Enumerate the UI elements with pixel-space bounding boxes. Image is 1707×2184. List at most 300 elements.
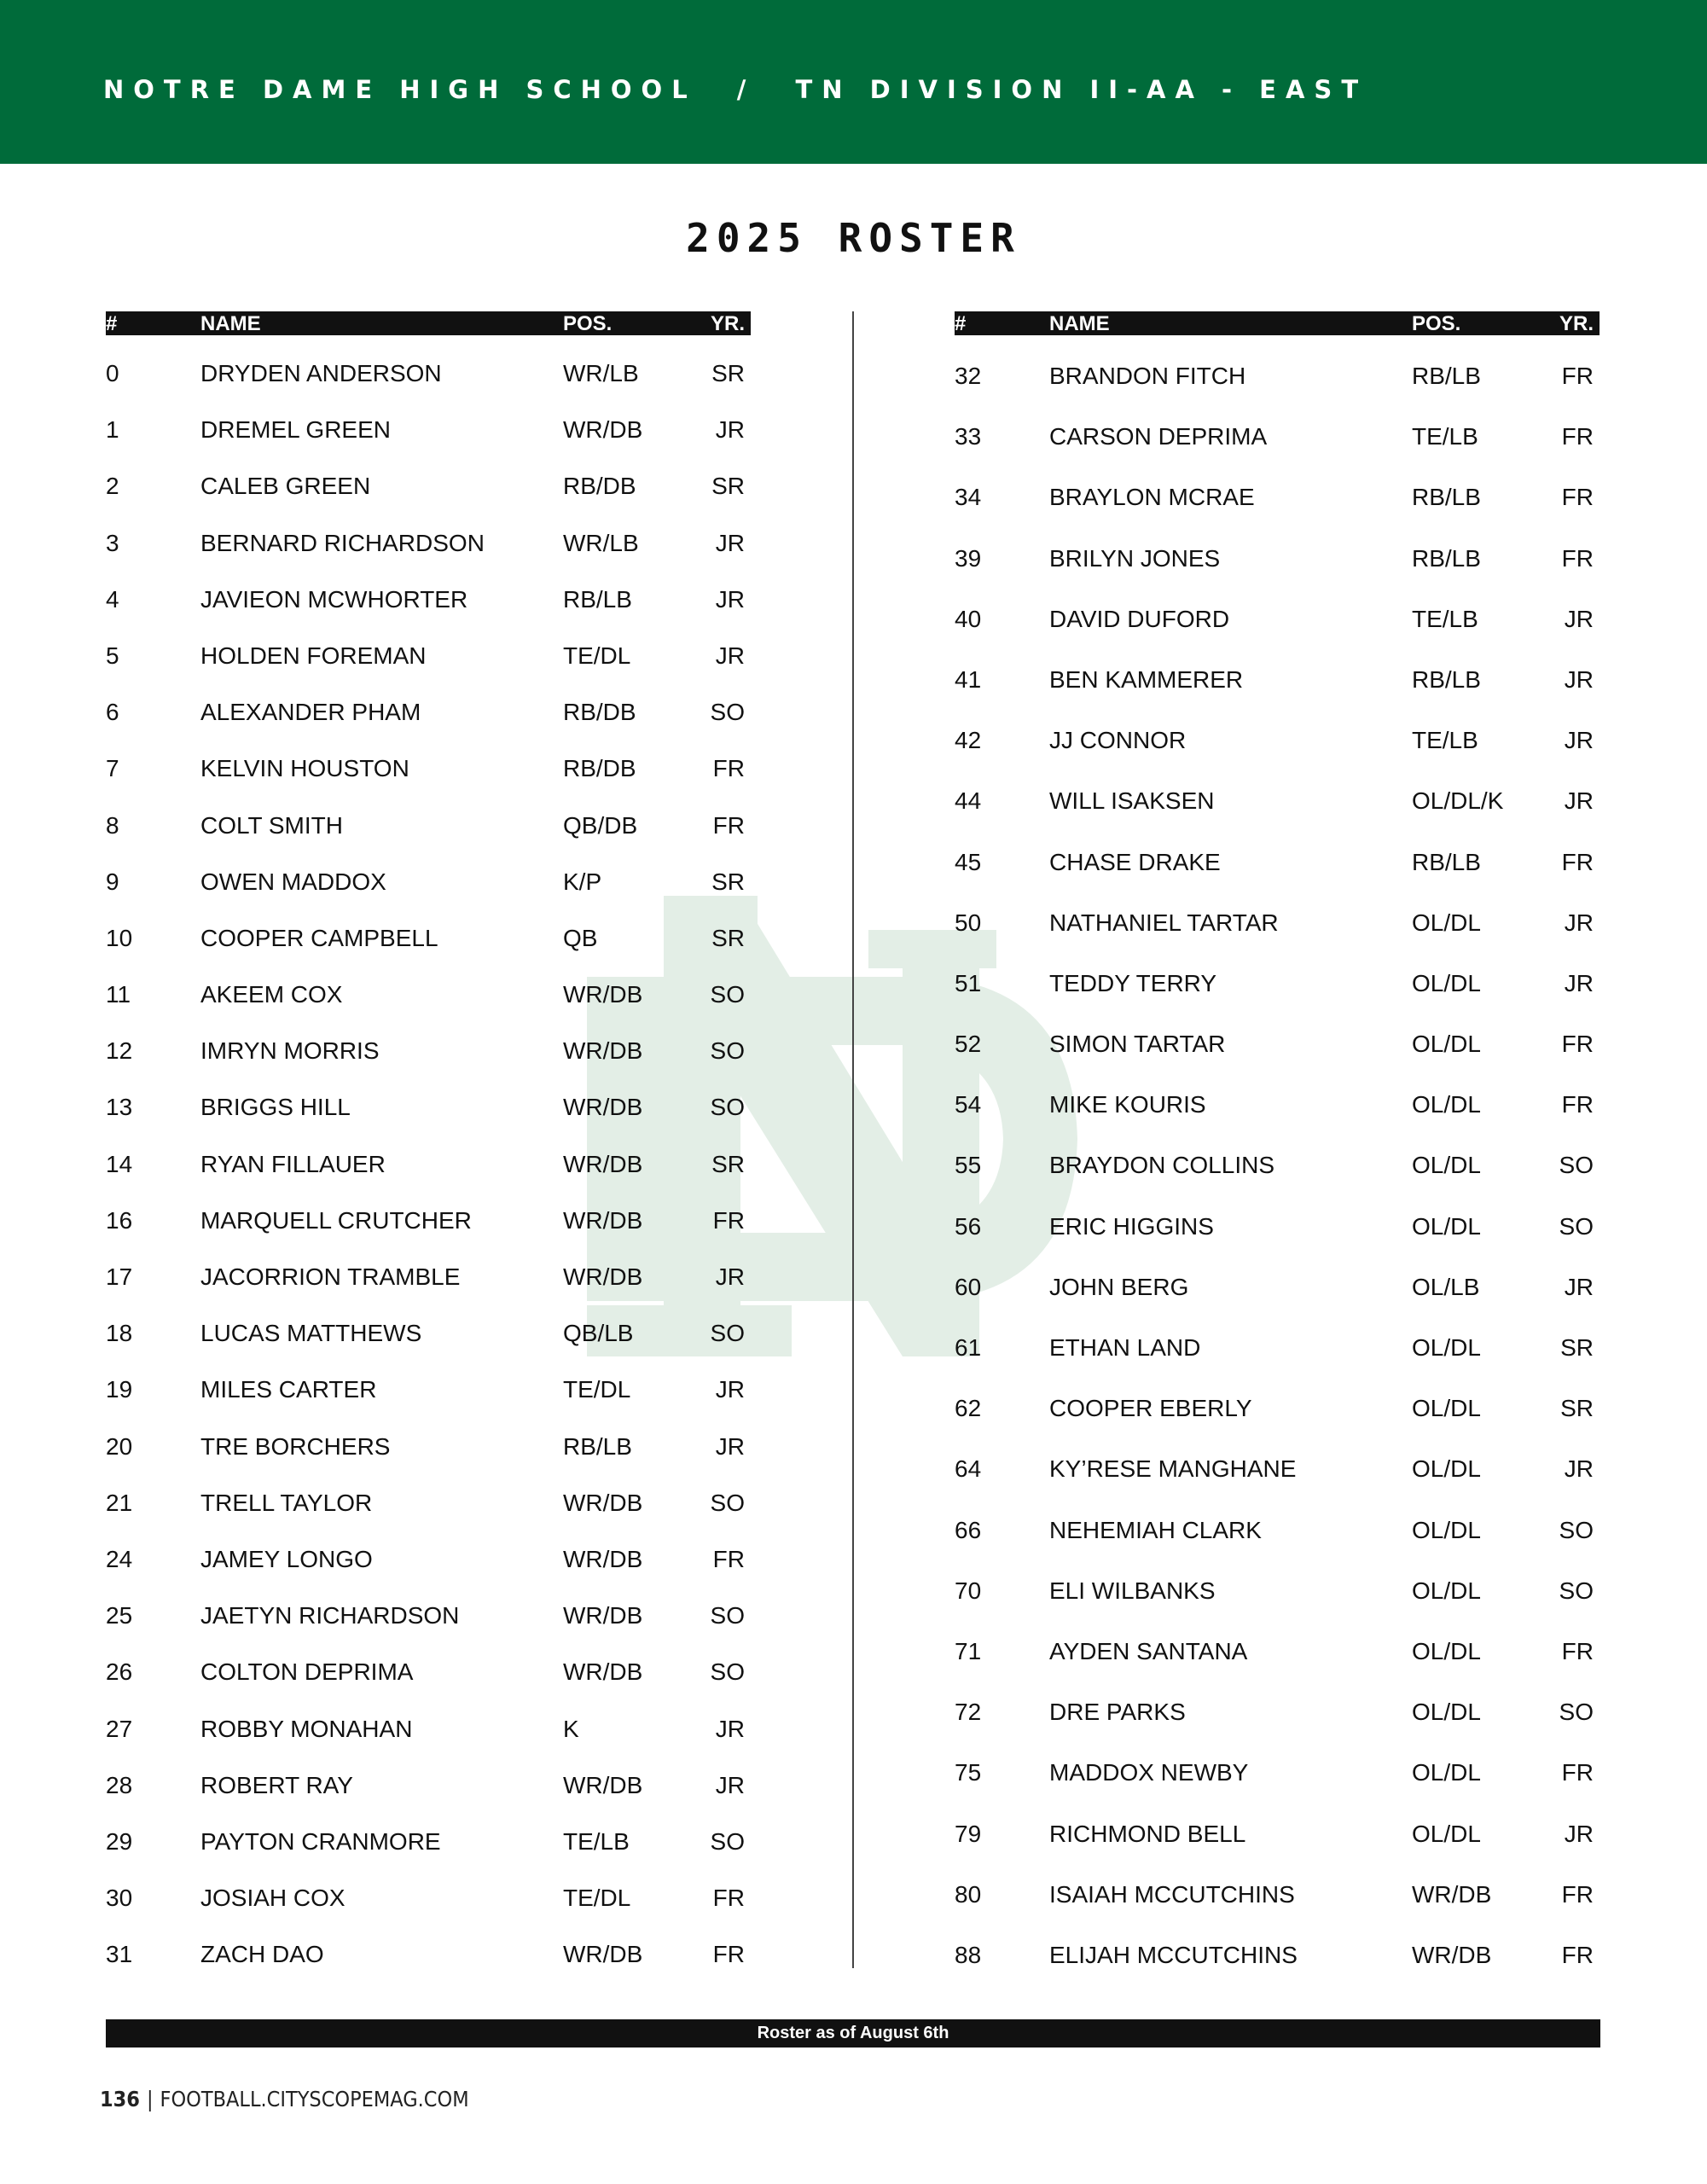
roster-row — [106, 1023, 751, 1079]
player-position: WR/DB — [563, 416, 643, 444]
header-position: POS. — [563, 312, 613, 335]
player-number: 1 — [106, 416, 119, 444]
roster-row — [106, 572, 751, 628]
player-name: AYDEN SANTANA — [1049, 1637, 1248, 1664]
page-footer — [100, 2087, 469, 2111]
roster-row — [955, 1742, 1600, 1803]
roster-row — [955, 1925, 1600, 1985]
player-number: 66 — [955, 1516, 982, 1543]
player-year: JR — [715, 1263, 745, 1290]
player-number: 72 — [955, 1699, 982, 1726]
player-number: 18 — [106, 1320, 133, 1347]
header-year: YR. — [710, 312, 745, 335]
player-name: BRAYLON MCRAE — [1049, 484, 1255, 511]
header-year: YR. — [1559, 312, 1594, 335]
player-position: RB/LB — [1412, 484, 1481, 511]
player-number: 19 — [106, 1376, 133, 1403]
player-number: 10 — [106, 924, 133, 951]
player-name: JACORRION TRAMBLE — [200, 1263, 461, 1290]
player-year: JR — [715, 1715, 745, 1742]
roster-row — [955, 1682, 1600, 1742]
player-name: ROBBY MONAHAN — [200, 1715, 413, 1742]
player-position: K — [563, 1715, 579, 1742]
column-divider — [852, 311, 854, 1968]
roster-row — [955, 1864, 1600, 1925]
player-year: FR — [712, 1885, 745, 1912]
player-position: WR/DB — [563, 1771, 643, 1798]
player-name: ROBERT RAY — [200, 1771, 353, 1798]
header-separator: / — [736, 75, 756, 104]
player-position: OL/DL — [1412, 1820, 1481, 1847]
player-position: WR/DB — [563, 1941, 643, 1968]
player-position: QB — [563, 924, 598, 951]
player-position: OL/DL — [1412, 1577, 1481, 1604]
player-number: 21 — [106, 1489, 133, 1516]
roster-row — [955, 832, 1600, 892]
player-position: WR/DB — [563, 1489, 643, 1516]
player-position: WR/LB — [563, 360, 639, 386]
player-number: 27 — [106, 1715, 133, 1742]
roster-rows-left — [106, 346, 751, 1983]
player-position: RB/LB — [1412, 544, 1481, 572]
player-name: LUCAS MATTHEWS — [200, 1320, 422, 1347]
player-year: FR — [1561, 363, 1594, 389]
player-year: FR — [1561, 423, 1594, 450]
player-number: 60 — [955, 1273, 982, 1300]
player-year: FR — [1561, 1941, 1594, 1968]
player-year: SO — [1559, 1577, 1594, 1604]
player-year: SO — [1559, 1699, 1594, 1726]
page-number: 136 — [100, 2087, 140, 2111]
roster-row — [955, 1317, 1600, 1378]
player-name: ELI WILBANKS — [1049, 1577, 1216, 1604]
player-number: 80 — [955, 1880, 982, 1908]
player-name: MARQUELL CRUTCHER — [200, 1206, 472, 1234]
player-number: 11 — [106, 981, 131, 1008]
roster-row — [106, 1870, 751, 1926]
player-name: KELVIN HOUSTON — [200, 755, 409, 782]
player-year: FR — [712, 1206, 745, 1234]
player-name: JOSIAH COX — [200, 1885, 345, 1912]
player-name: AKEEM COX — [200, 981, 343, 1008]
header-number: # — [106, 312, 118, 335]
player-number: 26 — [106, 1658, 133, 1686]
player-number: 17 — [106, 1263, 133, 1290]
player-position: TE/DL — [563, 1885, 631, 1912]
roster-row — [106, 1644, 751, 1700]
player-year: SR — [1560, 1334, 1594, 1361]
player-name: COOPER EBERLY — [1049, 1395, 1252, 1422]
player-position: RB/LB — [1412, 665, 1481, 693]
player-position: RB/DB — [563, 699, 636, 726]
player-number: 64 — [955, 1455, 982, 1483]
player-position: TE/DL — [563, 1376, 631, 1403]
roster-row — [955, 1560, 1600, 1621]
header-title — [103, 75, 1367, 104]
roster-row — [955, 589, 1600, 649]
player-name: BRAYDON COLLINS — [1049, 1152, 1274, 1179]
player-number: 25 — [106, 1602, 133, 1629]
player-name: JOHN BERG — [1049, 1273, 1189, 1300]
player-number: 28 — [106, 1771, 133, 1798]
player-name: MIKE KOURIS — [1049, 1091, 1206, 1118]
player-name: BEN KAMMERER — [1049, 665, 1244, 693]
player-year: FR — [712, 1941, 745, 1968]
player-year: FR — [1561, 1880, 1594, 1908]
player-position: WR/DB — [563, 1037, 643, 1065]
player-year: SO — [1559, 1212, 1594, 1240]
player-year: SO — [710, 1658, 745, 1686]
player-name: ZACH DAO — [200, 1941, 324, 1968]
player-name: CHASE DRAKE — [1049, 848, 1221, 875]
player-position: OL/DL — [1412, 969, 1481, 996]
player-year: FR — [1561, 848, 1594, 875]
player-position: WR/DB — [1412, 1880, 1492, 1908]
roster-row — [106, 1305, 751, 1362]
table-header — [955, 311, 1600, 335]
player-year: JR — [715, 1432, 745, 1460]
player-name: RYAN FILLAUER — [200, 1150, 386, 1177]
player-name: NEHEMIAH CLARK — [1049, 1516, 1262, 1543]
player-position: QB/LB — [563, 1320, 634, 1347]
roster-row — [955, 406, 1600, 467]
roster-row — [955, 1074, 1600, 1135]
school-name: NOTRE DAME HIGH SCHOOL — [103, 75, 697, 104]
player-position: WR/DB — [563, 1206, 643, 1234]
roster-row — [106, 1588, 751, 1644]
player-number: 45 — [955, 848, 982, 875]
player-name: HOLDEN FOREMAN — [200, 642, 427, 669]
player-position: WR/DB — [1412, 1941, 1492, 1968]
player-position: RB/DB — [563, 473, 636, 500]
player-number: 44 — [955, 787, 982, 815]
player-year: SO — [710, 1037, 745, 1065]
player-position: RB/LB — [563, 1432, 632, 1460]
player-number: 75 — [955, 1759, 982, 1786]
player-number: 8 — [106, 811, 119, 839]
roster-row — [106, 1926, 751, 1983]
player-number: 3 — [106, 529, 119, 556]
player-name: DRE PARKS — [1049, 1699, 1186, 1726]
player-number: 5 — [106, 642, 119, 669]
player-name: IMRYN MORRIS — [200, 1037, 380, 1065]
roster-row — [106, 346, 751, 402]
player-year: JR — [715, 642, 745, 669]
roster-note: Roster as of August 6th — [757, 2024, 949, 2042]
player-name: MILES CARTER — [200, 1376, 377, 1403]
player-position: OL/DL — [1412, 1334, 1481, 1361]
player-name: JAETYN RICHARDSON — [200, 1602, 460, 1629]
roster-row — [106, 741, 751, 797]
player-position: OL/DL — [1412, 1516, 1481, 1543]
player-name: ISAIAH MCCUTCHINS — [1049, 1880, 1295, 1908]
player-number: 51 — [955, 969, 982, 996]
player-number: 30 — [106, 1885, 133, 1912]
player-number: 24 — [106, 1545, 133, 1572]
player-number: 14 — [106, 1150, 133, 1177]
player-year: SO — [710, 981, 745, 1008]
player-name: COLTON DEPRIMA — [200, 1658, 414, 1686]
player-number: 29 — [106, 1827, 133, 1855]
roster-row — [955, 1621, 1600, 1682]
player-year: SO — [1559, 1152, 1594, 1179]
roster-row — [106, 1475, 751, 1531]
player-year: FR — [1561, 1637, 1594, 1664]
player-name: BRILYN JONES — [1049, 544, 1221, 572]
roster-row — [955, 467, 1600, 527]
player-position: RB/LB — [563, 585, 632, 613]
player-number: 40 — [955, 605, 982, 632]
player-position: TE/LB — [1412, 605, 1478, 632]
roster-row — [106, 458, 751, 514]
player-position: OL/DL/K — [1412, 787, 1504, 815]
page-title: 2025 ROSTER — [686, 215, 1021, 261]
player-position: OL/LB — [1412, 1273, 1480, 1300]
roster-row — [955, 770, 1600, 831]
player-name: PAYTON CRANMORE — [200, 1827, 441, 1855]
roster-row — [106, 1757, 751, 1814]
player-year: JR — [1564, 909, 1594, 936]
player-year: SO — [710, 1094, 745, 1121]
player-name: ERIC HIGGINS — [1049, 1212, 1214, 1240]
player-year: JR — [715, 416, 745, 444]
player-name: OWEN MADDOX — [200, 868, 386, 895]
player-number: 2 — [106, 473, 119, 500]
roster-row — [106, 1419, 751, 1475]
roster-row — [106, 1531, 751, 1588]
player-year: SO — [710, 1602, 745, 1629]
header-banner — [0, 0, 1707, 164]
header-name: NAME — [1049, 312, 1110, 335]
footer-site: FOOTBALL.CITYSCOPEMAG.COM — [160, 2087, 469, 2111]
player-year: FR — [1561, 1759, 1594, 1786]
player-name: JJ CONNOR — [1049, 727, 1187, 754]
roster-row — [955, 1257, 1600, 1317]
player-position: WR/DB — [563, 1094, 643, 1121]
player-name: DAVID DUFORD — [1049, 605, 1230, 632]
player-number: 6 — [106, 699, 119, 726]
player-number: 0 — [106, 360, 119, 386]
roster-row — [106, 515, 751, 572]
roster-row — [106, 967, 751, 1023]
player-number: 31 — [106, 1941, 133, 1968]
player-position: QB/DB — [563, 811, 638, 839]
player-year: FR — [1561, 544, 1594, 572]
roster-row — [106, 854, 751, 910]
player-position: OL/DL — [1412, 1699, 1481, 1726]
roster-row — [106, 1079, 751, 1136]
player-number: 55 — [955, 1152, 982, 1179]
player-position: OL/DL — [1412, 1212, 1481, 1240]
roster-row — [106, 628, 751, 684]
roster-row — [106, 1362, 751, 1418]
header-number: # — [955, 312, 967, 335]
player-name: CALEB GREEN — [200, 473, 371, 500]
roster-row — [955, 1804, 1600, 1864]
player-year: FR — [1561, 1031, 1594, 1058]
player-year: SO — [710, 699, 745, 726]
roster-row — [106, 910, 751, 967]
roster-row — [106, 1249, 751, 1305]
player-position: OL/DL — [1412, 1637, 1481, 1664]
table-header — [106, 311, 751, 335]
player-year: JR — [1564, 1455, 1594, 1483]
player-year: JR — [715, 1376, 745, 1403]
player-number: 16 — [106, 1206, 133, 1234]
roster-row — [955, 1135, 1600, 1195]
player-number: 34 — [955, 484, 982, 511]
player-position: RB/LB — [1412, 848, 1481, 875]
player-year: JR — [715, 585, 745, 613]
player-name: MADDOX NEWBY — [1049, 1759, 1249, 1786]
player-name: TRE BORCHERS — [200, 1432, 391, 1460]
player-name: ELIJAH MCCUTCHINS — [1049, 1941, 1298, 1968]
player-number: 12 — [106, 1037, 133, 1065]
roster-row — [106, 1136, 751, 1193]
roster-row — [955, 1014, 1600, 1074]
roster-rows-right — [955, 346, 1600, 1985]
roster-row — [106, 798, 751, 854]
player-name: JAVIEON MCWHORTER — [200, 585, 468, 613]
player-number: 52 — [955, 1031, 982, 1058]
player-number: 41 — [955, 665, 982, 693]
player-number: 62 — [955, 1395, 982, 1422]
roster-row — [955, 528, 1600, 589]
player-number: 79 — [955, 1820, 982, 1847]
player-year: JR — [1564, 1273, 1594, 1300]
player-position: TE/LB — [1412, 727, 1478, 754]
roster-table-right — [955, 311, 1600, 1985]
player-year: FR — [712, 755, 745, 782]
player-year: SO — [710, 1320, 745, 1347]
player-number: 9 — [106, 868, 119, 895]
player-position: WR/DB — [563, 1545, 643, 1572]
player-year: SR — [711, 1150, 745, 1177]
header-position: POS. — [1412, 312, 1461, 335]
roster-row — [955, 892, 1600, 953]
player-number: 61 — [955, 1334, 982, 1361]
player-year: FR — [712, 1545, 745, 1572]
player-number: 32 — [955, 363, 982, 389]
player-year: JR — [1564, 969, 1594, 996]
roster-row — [955, 346, 1600, 406]
player-year: SO — [710, 1489, 745, 1516]
player-number: 56 — [955, 1212, 982, 1240]
player-year: FR — [712, 811, 745, 839]
player-number: 4 — [106, 585, 119, 613]
player-number: 20 — [106, 1432, 133, 1460]
player-name: KY’RESE MANGHANE — [1049, 1455, 1297, 1483]
roster-table-left — [106, 311, 751, 1983]
player-year: JR — [715, 529, 745, 556]
player-year: SO — [710, 1827, 745, 1855]
player-name: BRANDON FITCH — [1049, 363, 1246, 389]
roster-row — [955, 1378, 1600, 1438]
player-name: COLT SMITH — [200, 811, 343, 839]
roster-row — [955, 953, 1600, 1014]
player-position: TE/LB — [1412, 423, 1478, 450]
player-name: JAMEY LONGO — [200, 1545, 373, 1572]
player-year: JR — [1564, 665, 1594, 693]
player-number: 33 — [955, 423, 982, 450]
player-name: TEDDY TERRY — [1049, 969, 1217, 996]
player-position: OL/DL — [1412, 1091, 1481, 1118]
player-year: SR — [711, 924, 745, 951]
player-name: ALEXANDER PHAM — [200, 699, 421, 726]
player-name: WILL ISAKSEN — [1049, 787, 1215, 815]
player-name: SIMON TARTAR — [1049, 1031, 1226, 1058]
player-name: DREMEL GREEN — [200, 416, 392, 444]
roster-row — [955, 1438, 1600, 1499]
player-number: 88 — [955, 1941, 982, 1968]
roster-note-bar — [106, 2019, 1600, 2048]
player-position: OL/DL — [1412, 1395, 1481, 1422]
roster-row — [106, 684, 751, 741]
player-number: 50 — [955, 909, 982, 936]
player-position: RB/LB — [1412, 363, 1481, 389]
player-position: WR/DB — [563, 981, 643, 1008]
player-position: OL/DL — [1412, 1031, 1481, 1058]
player-number: 39 — [955, 544, 982, 572]
player-position: K/P — [563, 868, 602, 895]
player-position: OL/DL — [1412, 1759, 1481, 1786]
player-position: WR/LB — [563, 529, 639, 556]
roster-row — [106, 402, 751, 458]
player-name: NATHANIEL TARTAR — [1049, 909, 1279, 936]
player-name: TRELL TAYLOR — [200, 1489, 373, 1516]
player-year: JR — [1564, 605, 1594, 632]
player-year: FR — [1561, 1091, 1594, 1118]
player-position: RB/DB — [563, 755, 636, 782]
player-name: ETHAN LAND — [1049, 1334, 1201, 1361]
player-year: JR — [1564, 1820, 1594, 1847]
player-year: JR — [1564, 787, 1594, 815]
player-number: 42 — [955, 727, 982, 754]
roster-row — [106, 1701, 751, 1757]
player-name: RICHMOND BELL — [1049, 1820, 1246, 1847]
player-position: WR/DB — [563, 1263, 643, 1290]
player-position: OL/DL — [1412, 909, 1481, 936]
player-number: 7 — [106, 755, 119, 782]
player-position: TE/DL — [563, 642, 631, 669]
player-year: SR — [711, 360, 745, 386]
roster-row — [955, 710, 1600, 770]
player-year: SR — [711, 473, 745, 500]
player-year: SR — [1560, 1395, 1594, 1422]
player-position: WR/DB — [563, 1602, 643, 1629]
player-year: SO — [1559, 1516, 1594, 1543]
player-name: DRYDEN ANDERSON — [200, 360, 442, 386]
player-position: WR/DB — [563, 1150, 643, 1177]
player-year: JR — [1564, 727, 1594, 754]
player-position: OL/DL — [1412, 1455, 1481, 1483]
player-year: SR — [711, 868, 745, 895]
player-name: BRIGGS HILL — [200, 1094, 351, 1121]
roster-row — [955, 1196, 1600, 1257]
header-name: NAME — [200, 312, 261, 335]
player-year: FR — [1561, 484, 1594, 511]
player-name: COOPER CAMPBELL — [200, 924, 438, 951]
player-position: OL/DL — [1412, 1152, 1481, 1179]
player-year: JR — [715, 1771, 745, 1798]
footer-separator: | — [146, 2087, 154, 2111]
roster-row — [955, 1500, 1600, 1560]
player-number: 70 — [955, 1577, 982, 1604]
roster-row — [106, 1193, 751, 1249]
player-name: BERNARD RICHARDSON — [200, 529, 485, 556]
player-position: WR/DB — [563, 1658, 643, 1686]
division-name: TN DIVISION II-AA - EAST — [795, 75, 1368, 104]
